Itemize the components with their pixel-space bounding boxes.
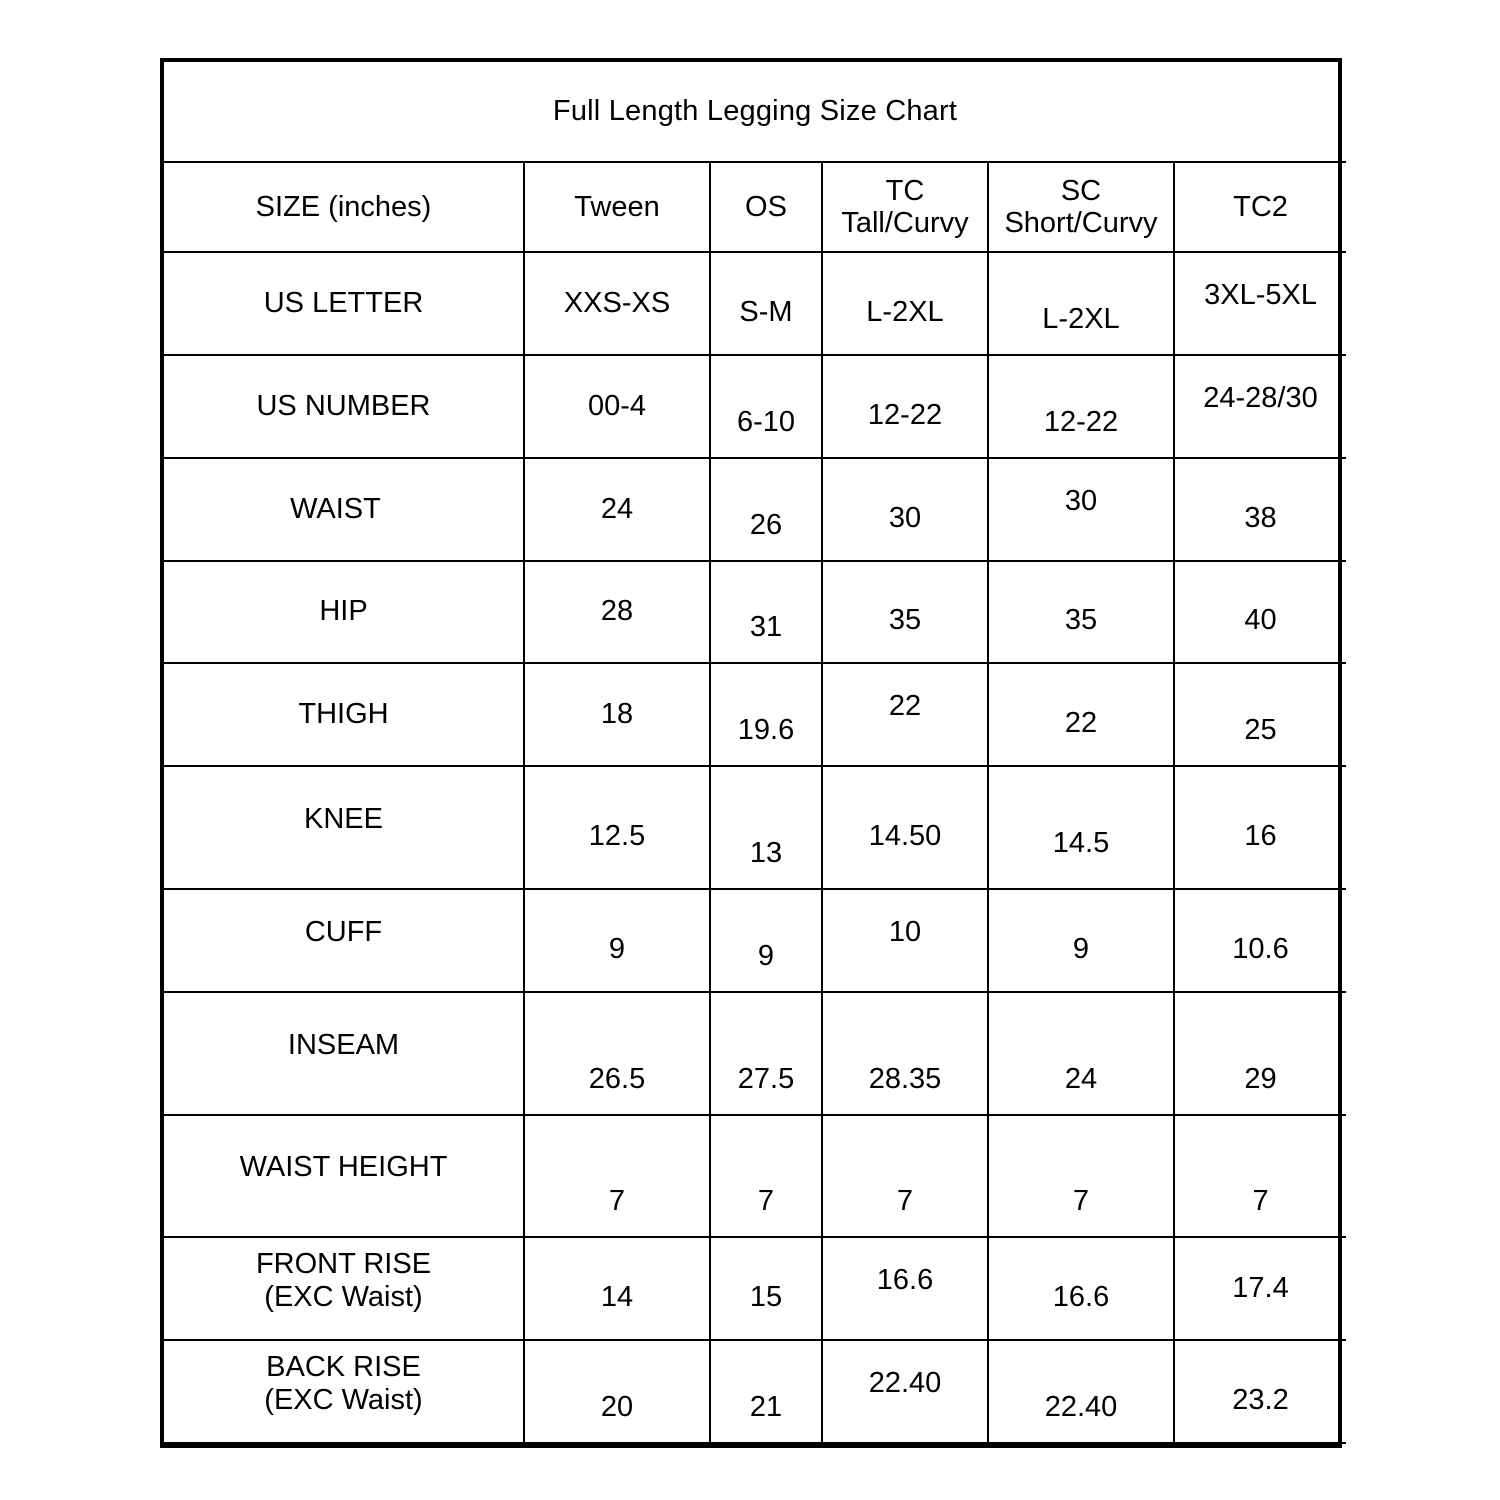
column-header-sc <box>988 162 1174 253</box>
size-chart-table <box>164 62 1346 1444</box>
cell-inseam-tween: 26.5 <box>524 1018 710 1141</box>
row-label-front-rise <box>164 1229 524 1332</box>
row-label-back-rise-line2: (EXC Waist) <box>264 1383 423 1416</box>
row-label-waist-height: WAIST HEIGHT <box>164 1107 524 1230</box>
row-label-back-rise-line1: BACK RISE <box>266 1351 421 1384</box>
table-row <box>164 663 1346 766</box>
cell-hip-tween: 28 <box>524 561 710 664</box>
cell-waist-height-os: 7 <box>710 1141 822 1264</box>
row-label-hip: HIP <box>164 561 524 664</box>
cell-us-letter-os: S-M <box>710 261 822 364</box>
row-label-cuff: CUFF <box>164 881 524 984</box>
cell-thigh-tween: 18 <box>524 663 710 766</box>
row-label-back-rise <box>164 1332 524 1435</box>
cell-hip-tc: 35 <box>822 570 988 673</box>
cell-waist-tween: 24 <box>524 458 710 561</box>
cell-waist-tc2: 38 <box>1174 467 1346 570</box>
column-header-tc-line2: Tall/Curvy <box>841 207 969 240</box>
cell-waist-sc: 30 <box>988 450 1174 553</box>
cell-us-number-tc2: 24-28/30 <box>1174 347 1346 450</box>
cell-back-rise-tc2: 23.2 <box>1174 1349 1346 1452</box>
cell-us-number-os: 6-10 <box>710 371 822 474</box>
cell-cuff-os: 9 <box>710 905 822 1008</box>
column-header-tc2: TC2 <box>1174 162 1346 253</box>
row-label-us-number: US NUMBER <box>164 355 524 458</box>
column-header-tween: Tween <box>524 162 710 253</box>
column-header-sc-line1: SC <box>1060 174 1102 207</box>
cell-cuff-tween: 9 <box>524 898 710 1001</box>
cell-back-rise-sc: 22.40 <box>988 1356 1174 1459</box>
row-label-us-letter: US LETTER <box>164 252 524 355</box>
cell-knee-os: 13 <box>710 792 822 915</box>
row-label-inseam: INSEAM <box>164 984 524 1107</box>
table-header-row <box>164 162 1346 253</box>
table-row <box>164 992 1346 1115</box>
cell-cuff-tc2: 10.6 <box>1174 898 1346 1001</box>
row-label-waist: WAIST <box>156 458 516 561</box>
cell-us-number-sc: 12-22 <box>988 371 1174 474</box>
table-row <box>164 252 1346 355</box>
cell-inseam-tc2: 29 <box>1174 1018 1346 1141</box>
cell-front-rise-tc: 16.6 <box>822 1229 988 1332</box>
cell-knee-tween: 12.5 <box>524 775 710 898</box>
cell-thigh-os: 19.6 <box>710 679 822 782</box>
cell-knee-tc: 14.50 <box>822 775 988 898</box>
row-label-knee: KNEE <box>164 758 524 881</box>
cell-thigh-sc: 22 <box>988 672 1174 775</box>
cell-front-rise-os: 15 <box>710 1246 822 1349</box>
cell-us-letter-sc: L-2XL <box>988 268 1174 371</box>
cell-waist-tc: 30 <box>822 467 988 570</box>
table-row <box>164 458 1346 561</box>
cell-inseam-os: 27.5 <box>710 1018 822 1141</box>
cell-inseam-sc: 24 <box>988 1018 1174 1141</box>
row-label-front-rise-line1: FRONT RISE <box>255 1248 432 1281</box>
cell-front-rise-tc2: 17.4 <box>1174 1237 1346 1340</box>
table-row <box>164 355 1346 458</box>
cell-inseam-tc: 28.35 <box>822 1018 988 1141</box>
column-header-tc-line1: TC <box>885 174 925 207</box>
cell-knee-sc: 14.5 <box>988 782 1174 905</box>
column-header-sc-line2: Short/Curvy <box>1004 207 1158 240</box>
cell-back-rise-os: 21 <box>710 1356 822 1459</box>
column-header-tc <box>822 162 988 253</box>
size-chart-container <box>160 58 1342 1448</box>
cell-hip-os: 31 <box>710 577 822 680</box>
column-header-size: SIZE (inches) <box>164 162 524 253</box>
cell-waist-height-tween: 7 <box>524 1141 710 1264</box>
cell-waist-height-sc: 7 <box>988 1141 1174 1264</box>
cell-front-rise-tween: 14 <box>524 1246 710 1349</box>
cell-cuff-sc: 9 <box>988 898 1174 1001</box>
cell-us-number-tc: 12-22 <box>822 364 988 467</box>
table-row <box>164 1340 1346 1443</box>
chart-title: Full Length Legging Size Chart <box>164 62 1346 162</box>
cell-knee-tc2: 16 <box>1174 775 1346 898</box>
cell-us-letter-tc2: 3XL-5XL <box>1174 244 1346 347</box>
cell-thigh-tc: 22 <box>822 655 988 758</box>
cell-front-rise-sc: 16.6 <box>988 1246 1174 1349</box>
column-header-os: OS <box>710 162 822 253</box>
row-label-front-rise-line2: (EXC Waist) <box>264 1280 423 1313</box>
table-row <box>164 561 1346 664</box>
table-row <box>164 766 1346 889</box>
row-label-thigh: THIGH <box>164 663 524 766</box>
title-row <box>164 62 1346 162</box>
cell-back-rise-tween: 20 <box>524 1356 710 1459</box>
cell-us-letter-tween: XXS-XS <box>524 252 710 355</box>
cell-cuff-tc: 10 <box>822 881 988 984</box>
cell-waist-height-tc2: 7 <box>1174 1141 1346 1264</box>
cell-waist-height-tc: 7 <box>822 1141 988 1264</box>
table-row <box>164 889 1346 992</box>
cell-us-letter-tc: L-2XL <box>822 261 988 364</box>
cell-hip-sc: 35 <box>988 570 1174 673</box>
cell-back-rise-tc: 22.40 <box>822 1332 988 1435</box>
cell-hip-tc2: 40 <box>1174 570 1346 673</box>
table-row <box>164 1237 1346 1340</box>
cell-waist-os: 26 <box>710 474 822 577</box>
cell-us-number-tween: 00-4 <box>524 355 710 458</box>
cell-thigh-tc2: 25 <box>1174 679 1346 782</box>
